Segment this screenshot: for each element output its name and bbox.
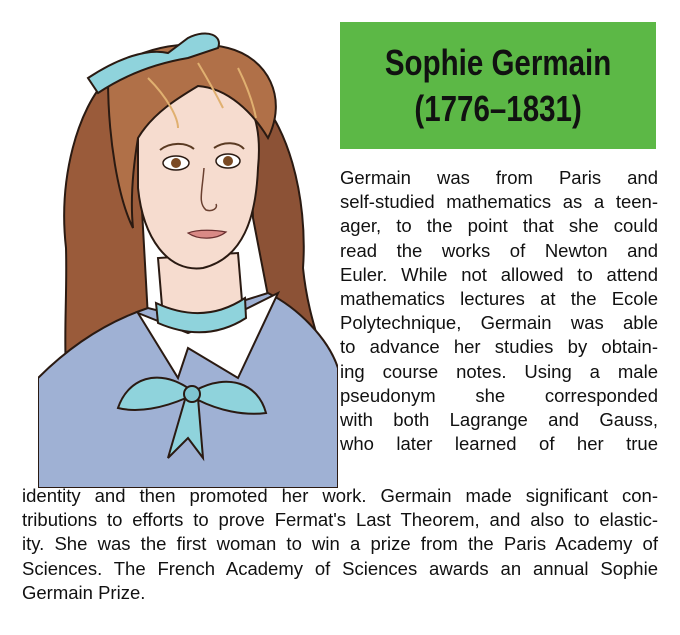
bio-text-right [340,166,658,456]
bio-line: identity and then promoted her work. Germain made significant con- [22,485,658,506]
bio-line: Polytechnique, Germain was able [340,312,658,334]
bio-line: tributions to efforts to prove Fermat's Last Theorem, and also to elastic- [22,509,658,531]
bio-line: with both Lagrange and Gauss, [340,408,658,430]
title-name: Sophie Germain [384,41,612,83]
bio-line: read the works of Newton and [340,239,658,261]
bio-line: pseudonym she corresponded [340,384,658,406]
bio-line: to advance her studies by obtain- [340,336,658,358]
bio-line: Euler. While not allowed to attend [340,263,658,285]
bio-line: Germain was from Paris and [340,167,658,188]
bio-line: Germain Prize. [22,581,146,603]
bio-line: Sciences. The French Academy of Sciences awards an annual Sophie [22,557,658,579]
title-dates: (1776–1831) [414,87,582,129]
bio-text-bottom [22,484,658,605]
title-banner [340,22,656,149]
bio-line: ager, to the point that she could [340,215,658,237]
bio-line: self-studied mathematics as a teen- [340,191,658,213]
bio-line: who later learned of her true [340,433,658,455]
bio-line: ity. She was the first woman to win a prize from the Paris Academy of [22,533,658,555]
bio-line: ing course notes. Using a male [340,360,658,382]
bio-line: mathematics lectures at the Ecole [340,287,658,309]
portrait-illustration [38,18,338,488]
